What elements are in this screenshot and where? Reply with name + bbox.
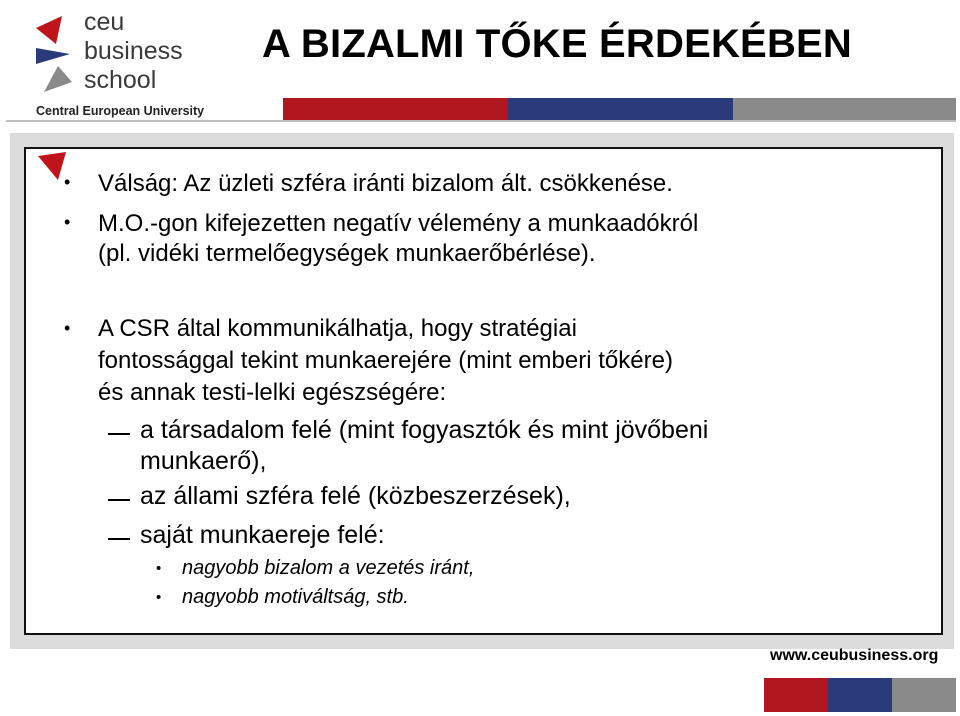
logo-word-school: school (84, 66, 157, 94)
dash-marker (108, 433, 130, 435)
subsub-2: nagyobb motiváltság, stb. (182, 586, 409, 608)
bullet-text-3-cont1: fontossággal tekint munkaerejére (mint emberi tőkére) (98, 347, 673, 374)
footer-color-bars (764, 678, 956, 712)
ceu-business-school-logo (34, 8, 234, 118)
bullet-text-3: A CSR által kommunikálhatja, hogy stratégiai (98, 315, 577, 342)
footer-blue-bar (828, 678, 892, 712)
dash-marker (108, 499, 130, 501)
university-name: Central European University (36, 104, 205, 118)
subitem-2: az állami szféra felé (közbeszerzések), (140, 482, 571, 510)
slide-title: A BIZALMI TŐKE ÉRDEKÉBEN (262, 22, 852, 66)
subitem-1: a társadalom felé (mint fogyasztók és mint jövőbeni (140, 416, 709, 444)
bullet-text-1: Válság: Az üzleti szféra iránti bizalom ált. csökkenése. (98, 170, 673, 197)
bullet-text-2: M.O.-gon kifejezetten negatív vélemény a munkaadókról (98, 210, 699, 237)
logo-word-ceu: ceu (84, 8, 125, 36)
footer-url: www.ceubusiness.org (770, 647, 939, 664)
bullet-text-2-cont: (pl. vidéki termelőegységek munkaerőbérlése). (98, 240, 596, 267)
bullet-dot: • (64, 212, 71, 232)
footer-red-bar (764, 678, 828, 712)
logo-word-business: business (84, 37, 183, 65)
bullet-dot: • (156, 589, 162, 606)
dash-marker (108, 538, 130, 540)
bullet-dot: • (64, 318, 71, 338)
header-color-bars (283, 98, 956, 120)
subitem-1-cont: munkaerő), (140, 447, 267, 475)
blue-bar (508, 98, 733, 120)
logo-wordmark (84, 8, 183, 95)
bullet-text-3-cont2: és annak testi-lelki egészségére: (98, 379, 447, 406)
header-divider (6, 120, 956, 122)
gray-bar (733, 98, 956, 120)
footer-gray-bar (892, 678, 956, 712)
bullet-dot: • (64, 172, 71, 192)
bullet-dot: • (156, 560, 162, 577)
subsub-1: nagyobb bizalom a vezetés iránt, (182, 557, 475, 579)
subitem-3: saját munkaereje felé: (140, 521, 385, 549)
red-bar (283, 98, 508, 120)
ceu-logo-arrows-icon (34, 14, 74, 94)
